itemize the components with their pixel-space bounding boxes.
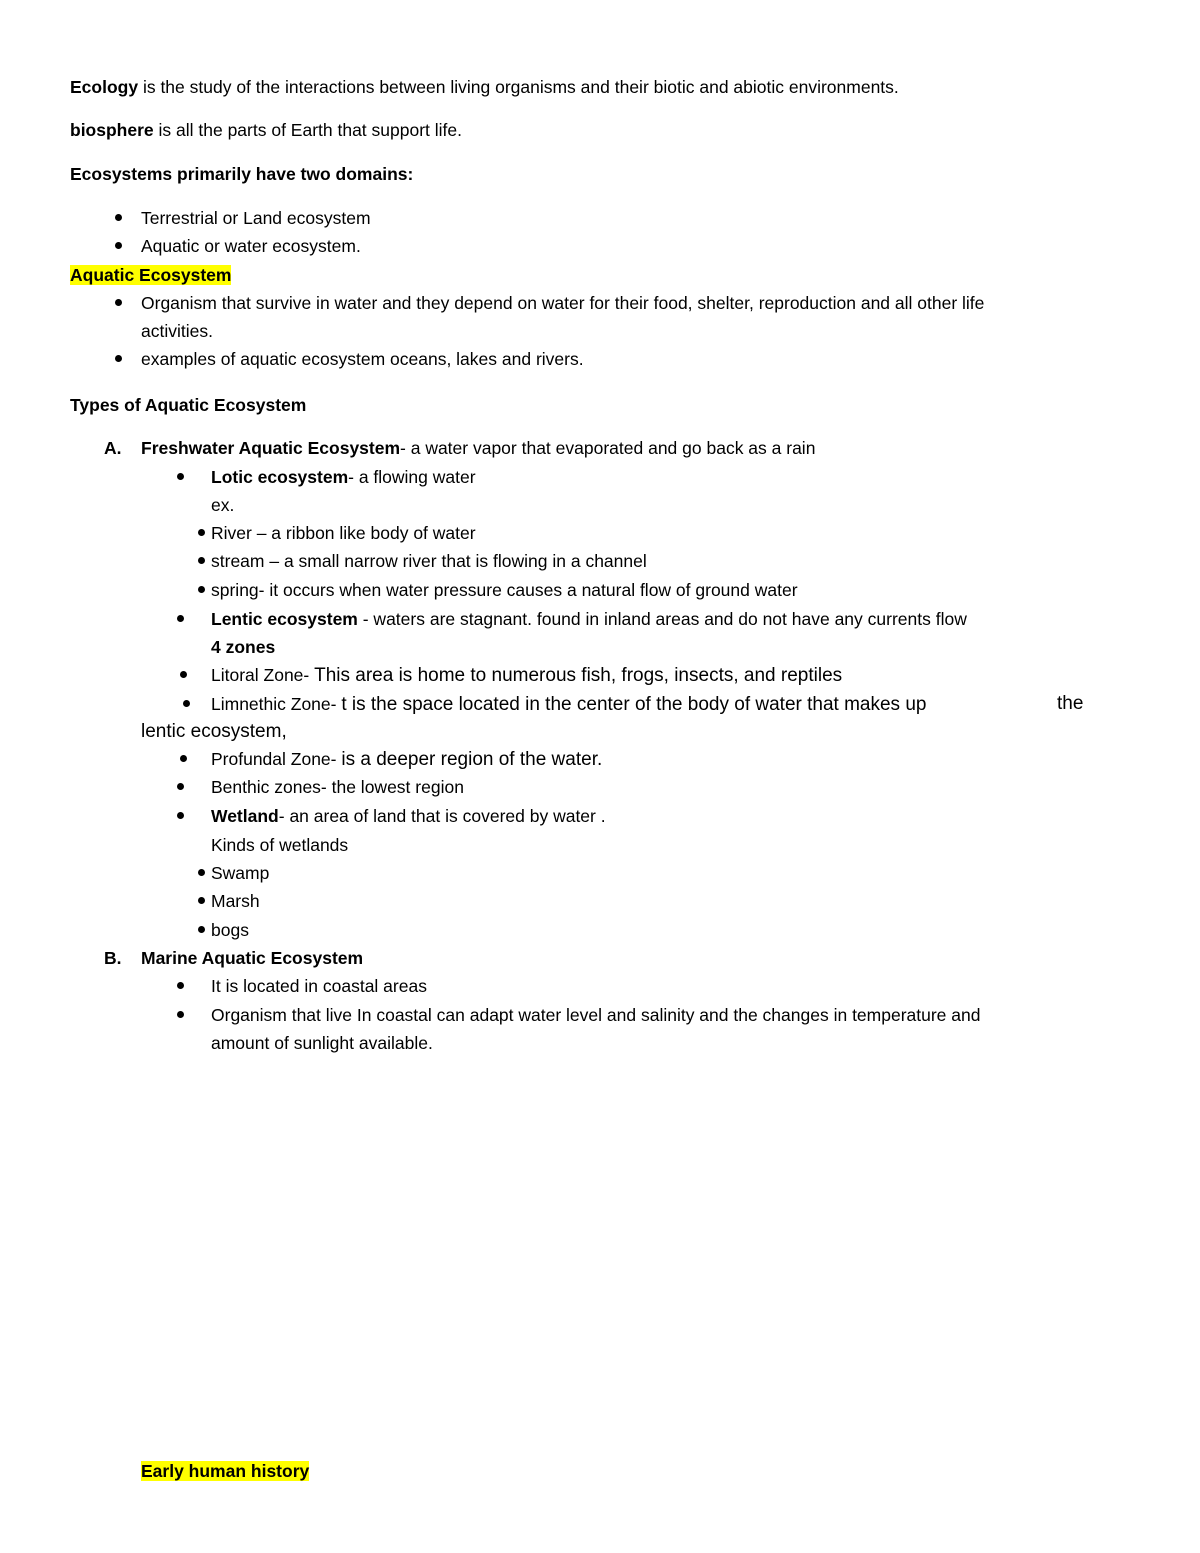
zones-heading: 4 zones <box>211 637 276 657</box>
limnethic-title: Limnethic Zone- <box>211 694 342 714</box>
domain-item: Terrestrial or Land ecosystem <box>141 208 371 228</box>
bullet-icon <box>183 700 190 707</box>
profundal-title: Profundal Zone- <box>211 749 342 769</box>
bullet-icon <box>198 869 205 876</box>
bullet-icon <box>180 755 187 762</box>
profundal-desc: is a deeper region of the water. <box>341 749 603 770</box>
bullet-icon <box>177 982 184 989</box>
limnethic-desc: t is the space located in the center of the body of water that makes up <box>341 694 927 715</box>
bullet-icon <box>115 242 122 249</box>
wetland-line <box>211 805 606 827</box>
wetland-item: Swamp <box>211 863 270 883</box>
bullet-icon <box>198 529 205 536</box>
bullet-icon <box>177 615 184 622</box>
aquatic-heading-text: Aquatic Ecosystem <box>70 265 232 285</box>
early-history-text: Early human history <box>141 1461 310 1481</box>
biosphere-definition <box>70 119 462 141</box>
wetland-desc: - an area of land that is covered by water . <box>278 806 606 826</box>
lotic-item: spring- it occurs when water pressure causes a natural flow of ground water <box>211 580 798 600</box>
aquatic-bullet-cont: activities. <box>141 321 213 341</box>
lotic-desc: - a flowing water <box>348 467 476 487</box>
bullet-icon <box>180 671 187 678</box>
limnethic-line <box>211 693 926 716</box>
freshwater-title: Freshwater Aquatic Ecosystem <box>141 438 401 458</box>
biosphere-def: is all the parts of Earth that support life. <box>153 120 462 140</box>
biosphere-term: biosphere <box>70 120 154 140</box>
marine-item: Organism that live In coastal can adapt water level and salinity and the changes in temperature and <box>211 1005 981 1025</box>
domain-item: Aquatic or water ecosystem. <box>141 236 361 256</box>
aquatic-heading <box>70 264 231 286</box>
profundal-line <box>211 748 602 771</box>
freshwater-desc: - a water vapor that evaporated and go back as a rain <box>400 438 816 458</box>
section-b-label: B. <box>104 948 122 968</box>
marine-title: Marine Aquatic Ecosystem <box>141 948 364 968</box>
benthic-line: Benthic zones- the lowest region <box>211 777 464 797</box>
litoral-line <box>211 664 842 687</box>
litoral-title: Litoral Zone- <box>211 665 315 685</box>
domains-heading: Ecosystems primarily have two domains: <box>70 164 414 184</box>
lotic-item: River – a ribbon like body of water <box>211 523 476 543</box>
ecology-def: is the study of the interactions between living organisms and their biotic and abiotic environments. <box>138 77 899 97</box>
section-a-label: A. <box>104 438 122 458</box>
types-heading: Types of Aquatic Ecosystem <box>70 395 307 415</box>
aquatic-bullet: examples of aquatic ecosystem oceans, lakes and rivers. <box>141 349 584 369</box>
lentic-line <box>211 608 967 630</box>
lotic-title: Lotic ecosystem <box>211 467 349 487</box>
bullet-icon <box>177 812 184 819</box>
marine-item-cont: amount of sunlight available. <box>211 1033 433 1053</box>
wetland-title: Wetland <box>211 806 279 826</box>
ecology-definition <box>70 76 899 98</box>
bullet-icon <box>115 299 122 306</box>
bullet-icon <box>177 1011 184 1018</box>
bullet-icon <box>177 473 184 480</box>
lentic-title: Lentic ecosystem <box>211 609 358 629</box>
bullet-icon <box>198 897 205 904</box>
bullet-icon <box>198 557 205 564</box>
lotic-ex: ex. <box>211 495 235 515</box>
bullet-icon <box>198 926 205 933</box>
limnethic-the: the <box>1057 693 1084 714</box>
early-history-heading <box>141 1460 309 1482</box>
bullet-icon <box>198 586 205 593</box>
wetland-item: Marsh <box>211 891 260 911</box>
bullet-icon <box>177 783 184 790</box>
aquatic-bullet: Organism that survive in water and they depend on water for their food, shelter, reproduction and all other life <box>141 293 985 313</box>
wetland-kinds: Kinds of wetlands <box>211 835 349 855</box>
litoral-desc: This area is home to numerous fish, frogs, insects, and reptiles <box>314 665 843 686</box>
wetland-item: bogs <box>211 920 249 940</box>
bullet-icon <box>115 214 122 221</box>
freshwater-line <box>141 437 815 459</box>
marine-item: It is located in coastal areas <box>211 976 427 996</box>
bullet-icon <box>115 355 122 362</box>
lotic-line <box>211 466 476 488</box>
lotic-item: stream – a small narrow river that is flowing in a channel <box>211 551 647 571</box>
lentic-desc: - waters are stagnant. found in inland areas and do not have any currents flow <box>357 609 967 629</box>
ecology-term: Ecology <box>70 77 139 97</box>
limnethic-cont: lentic ecosystem, <box>141 721 287 742</box>
